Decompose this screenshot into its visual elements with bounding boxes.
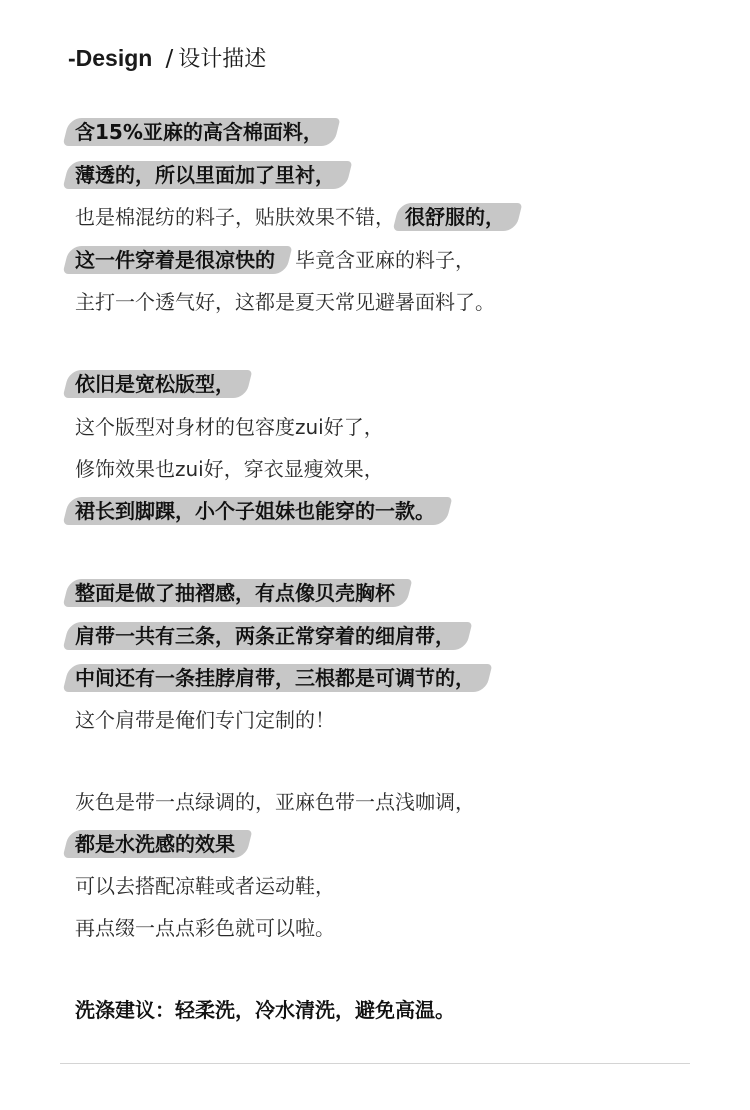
text-line [75,367,235,401]
text-line [75,285,495,319]
plain-text: 再点缀一点点彩色就可以啦。 [75,916,335,940]
plain-text: 修饰效果也zui好，穿衣显瘦效果， [75,457,384,481]
plain-text: 可以去搭配凉鞋或者运动鞋， [75,874,335,898]
wash-advice: 洗涤建议：轻柔洗，冷水清洗，避免高温。 [75,998,455,1022]
divider-line [60,1063,690,1064]
highlighted-text: 整面是做了抽褶感，有点像贝壳胸杯 [75,576,395,610]
plain-text: 灰色是带一点绿调的，亚麻色带一点浅咖调， [75,790,475,814]
text-line [75,703,335,737]
highlighted-text: 很舒服的， [405,200,505,234]
highlighted-text: 肩带一共有三条，两条正常穿着的细肩带， [75,619,455,653]
text-line [75,200,505,234]
plain-text: ， [235,832,255,856]
plain-text: 主打一个透气好，这都是夏天常见避暑面料了。 [75,290,495,314]
highlighted-text: 都是水洗感的效果 [75,827,235,861]
text-line [75,576,415,610]
text-line [75,911,335,945]
plain-text: 这个肩带是俺们专门定制的！ [75,708,335,732]
text-line [75,827,255,861]
plain-text: ，毕竟含亚麻的料子， [275,248,475,272]
text-line [75,494,435,528]
plain-text: 这个版型对身材的包容度zui好了， [75,415,384,439]
highlighted-text: 中间还有一条挂脖肩带，三根都是可调节的， [75,661,475,695]
highlighted-text: 这一件穿着是很凉快的 [75,243,275,277]
highlighted-text: 薄透的，所以里面加了里衬， [75,158,335,192]
title-separator: / [165,46,174,72]
section-header [68,40,266,76]
text-line [75,661,475,695]
text-line [75,158,335,192]
highlighted-text: 含15%亚麻的高含棉面料， [75,115,323,149]
highlighted-text: 裙长到脚踝，小个子姐妹也能穿的一款。 [75,494,435,528]
text-line [75,452,384,486]
plain-text: ， [395,581,415,605]
section-title-en: -Design [68,45,153,71]
text-line [75,243,475,277]
plain-text: 也是棉混纺的料子，贴肤效果不错， [75,205,395,229]
text-line [75,115,323,149]
text-line [75,785,475,819]
text-line [75,619,455,653]
text-line [75,869,335,903]
highlighted-text: 依旧是宽松版型， [75,367,235,401]
text-line [75,410,384,444]
section-title-cn: 设计描述 [178,47,267,72]
